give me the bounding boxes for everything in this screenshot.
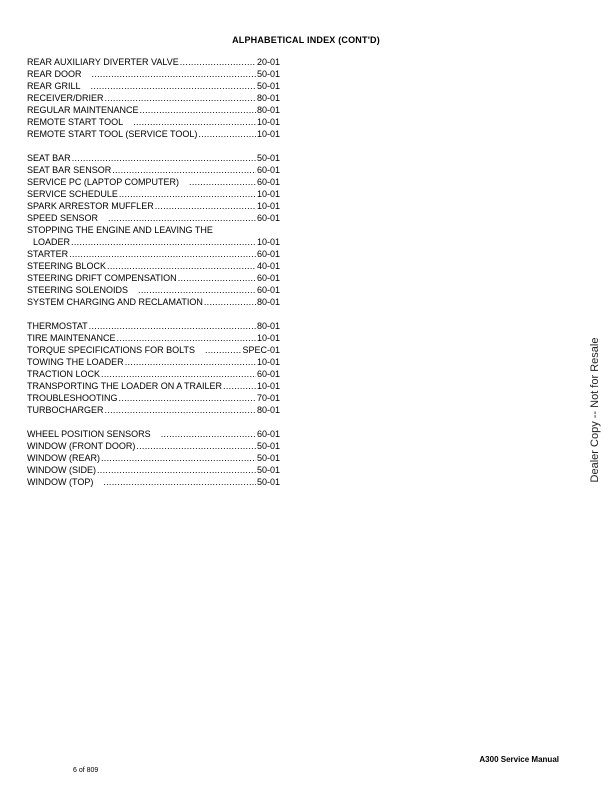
dot-leader <box>140 104 256 116</box>
index-entry-label: REMOTE START TOOL <box>27 117 124 127</box>
index-group <box>27 428 280 488</box>
index-entry-label: TRANSPORTING THE LOADER ON A TRAILER <box>27 381 223 391</box>
index-entry-label: TOWING THE LOADER <box>27 357 124 367</box>
dot-leader <box>189 176 256 188</box>
index-entry-page: 10-01 <box>256 357 280 367</box>
index-entry <box>27 296 280 308</box>
index-entry-page: 50-01 <box>256 81 280 91</box>
index-entry-page: 60-01 <box>256 177 280 187</box>
dot-leader <box>107 260 256 272</box>
index-entry <box>27 56 280 68</box>
index-entry <box>27 260 280 272</box>
index-entry-label: TRACTION LOCK <box>27 369 101 379</box>
index-entry-label: STEERING BLOCK <box>27 261 107 271</box>
index-entry-label: TORQUE SPECIFICATIONS FOR BOLTS <box>27 345 196 355</box>
index-entry-page: 20-01 <box>256 57 280 67</box>
index-entry <box>27 236 280 248</box>
dot-leader <box>97 464 256 476</box>
manual-name: A300 Service Manual <box>479 755 559 764</box>
index-entry-label: SEAT BAR <box>27 153 71 163</box>
dot-leader <box>178 272 256 284</box>
index-entry-page: 60-01 <box>256 429 280 439</box>
dot-leader <box>101 368 256 380</box>
index-entry-label: REGULAR MAINTENANCE <box>27 105 139 115</box>
index-entry-page: 60-01 <box>256 165 280 175</box>
dot-leader <box>138 284 256 296</box>
dot-leader <box>180 56 256 68</box>
index-group <box>27 152 280 308</box>
dot-leader <box>223 380 256 392</box>
index-entry-label: WINDOW (REAR) <box>27 453 100 463</box>
dot-leader <box>89 320 256 332</box>
dot-leader <box>92 68 256 80</box>
dot-leader <box>101 452 256 464</box>
index-entry-page: 50-01 <box>256 465 280 475</box>
dot-leader <box>69 248 256 260</box>
index-entry <box>27 452 280 464</box>
dot-leader <box>105 404 256 416</box>
index-entry <box>27 464 280 476</box>
dot-leader <box>105 92 256 104</box>
index-entry-label: STEERING DRIFT COMPENSATION <box>27 273 177 283</box>
index-entry-page: 80-01 <box>256 297 280 307</box>
page-title: ALPHABETICAL INDEX (CONT'D) <box>232 35 380 45</box>
index-entry <box>27 188 280 200</box>
index-entry-page: 80-01 <box>256 321 280 331</box>
index-entry <box>27 176 280 188</box>
index-entry-page: 60-01 <box>256 249 280 259</box>
index-entry-page: 40-01 <box>256 261 280 271</box>
dot-leader <box>155 200 256 212</box>
index-entry <box>27 320 280 332</box>
dot-leader <box>71 236 256 248</box>
index-entry-label: REAR GRILL <box>27 81 81 91</box>
index-entry <box>27 272 280 284</box>
index-entry-label: SPARK ARRESTOR MUFFLER <box>27 201 154 211</box>
index-entry-label: SERVICE SCHEDULE <box>27 189 118 199</box>
index-entry-label: WHEEL POSITION SENSORS <box>27 429 151 439</box>
dot-leader <box>112 164 256 176</box>
index-group <box>27 320 280 416</box>
index-entry-page: 50-01 <box>256 441 280 451</box>
index-entry <box>27 212 280 224</box>
index-entry-label: TURBOCHARGER <box>27 405 104 415</box>
index-entry-label: REAR AUXILIARY DIVERTER VALVE <box>27 57 179 67</box>
dot-leader <box>133 116 256 128</box>
index-entry-label: SEAT BAR SENSOR <box>27 165 112 175</box>
index-entry-label: SERVICE PC (LAPTOP COMPUTER) <box>27 177 180 187</box>
watermark-text: Dealer Copy -- Not for Resale <box>589 337 601 483</box>
index-entry-label: TIRE MAINTENANCE <box>27 333 116 343</box>
index-entry-page: 50-01 <box>256 153 280 163</box>
index-entry-page: 50-01 <box>256 453 280 463</box>
index-entry <box>27 152 280 164</box>
index-entry-label: THERMOSTAT <box>27 321 88 331</box>
index-entry <box>27 284 280 296</box>
index-entry <box>27 200 280 212</box>
index-entry-label: TROUBLESHOOTING <box>27 393 118 403</box>
index-entry-label: SYSTEM CHARGING AND RECLAMATION <box>27 297 203 307</box>
index-entry <box>27 104 280 116</box>
index-entry <box>27 116 280 128</box>
index-entry-page: 50-01 <box>256 477 280 487</box>
index-entry-label: STEERING SOLENOIDS <box>27 285 129 295</box>
index-entry <box>27 128 280 140</box>
index-entry-page: SPEC-01 <box>242 345 280 355</box>
index-group <box>27 56 280 140</box>
index-entry-page: 10-01 <box>256 189 280 199</box>
index-entry <box>27 428 280 440</box>
index-entry-page: 60-01 <box>256 213 280 223</box>
dot-leader <box>108 212 256 224</box>
index-entry <box>27 404 280 416</box>
index-entry-page: 70-01 <box>256 393 280 403</box>
dot-leader <box>91 80 256 92</box>
dot-leader <box>117 332 256 344</box>
dot-leader <box>136 440 256 452</box>
index-entry <box>27 92 280 104</box>
index-entry <box>27 344 280 356</box>
index-entry-page: 50-01 <box>256 69 280 79</box>
dot-leader <box>119 188 256 200</box>
dot-leader <box>205 344 241 356</box>
index-entry <box>27 476 280 488</box>
index-entry <box>27 368 280 380</box>
dot-leader <box>72 152 256 164</box>
index-entry-page: 10-01 <box>256 333 280 343</box>
index-entry <box>27 164 280 176</box>
dot-leader <box>125 356 256 368</box>
index-entry-page: 60-01 <box>256 273 280 283</box>
index-entry-label: REAR DOOR <box>27 69 82 79</box>
index-entry-label: WINDOW (TOP) <box>27 477 94 487</box>
index-entry-label: WINDOW (FRONT DOOR) <box>27 441 136 451</box>
index-entry-page: 60-01 <box>256 369 280 379</box>
index-entry-page: 80-01 <box>256 105 280 115</box>
index-entry-label: RECEIVER/DRIER <box>27 93 104 103</box>
index-entry <box>27 332 280 344</box>
index-entry-label: STOPPING THE ENGINE AND LEAVING THE <box>27 225 213 235</box>
dot-leader <box>119 392 256 404</box>
dot-leader <box>198 128 256 140</box>
index-entry-label: SPEED SENSOR <box>27 213 99 223</box>
index-entry-label: STARTER <box>27 249 69 259</box>
index-entry <box>27 440 280 452</box>
alphabetical-index <box>27 56 280 500</box>
dot-leader <box>204 296 256 308</box>
index-entry-page: 10-01 <box>256 201 280 211</box>
page-indicator: 6 of 809 <box>73 767 99 774</box>
index-entry-label: LOADER <box>33 237 71 247</box>
index-entry <box>27 80 280 92</box>
index-entry <box>27 356 280 368</box>
index-entry-page: 80-01 <box>256 405 280 415</box>
index-entry <box>27 68 280 80</box>
index-entry-label: WINDOW (SIDE) <box>27 465 96 475</box>
index-entry-page: 10-01 <box>256 117 280 127</box>
index-entry-page: 10-01 <box>256 129 280 139</box>
index-entry-label: REMOTE START TOOL (SERVICE TOOL) <box>27 129 198 139</box>
index-entry <box>27 380 280 392</box>
dot-leader <box>161 428 256 440</box>
index-entry <box>27 392 280 404</box>
dot-leader <box>103 476 256 488</box>
index-entry <box>27 248 280 260</box>
index-entry-page: 60-01 <box>256 285 280 295</box>
index-entry-page: 10-01 <box>256 381 280 391</box>
index-entry-page: 80-01 <box>256 93 280 103</box>
index-entry-page: 10-01 <box>256 237 280 247</box>
